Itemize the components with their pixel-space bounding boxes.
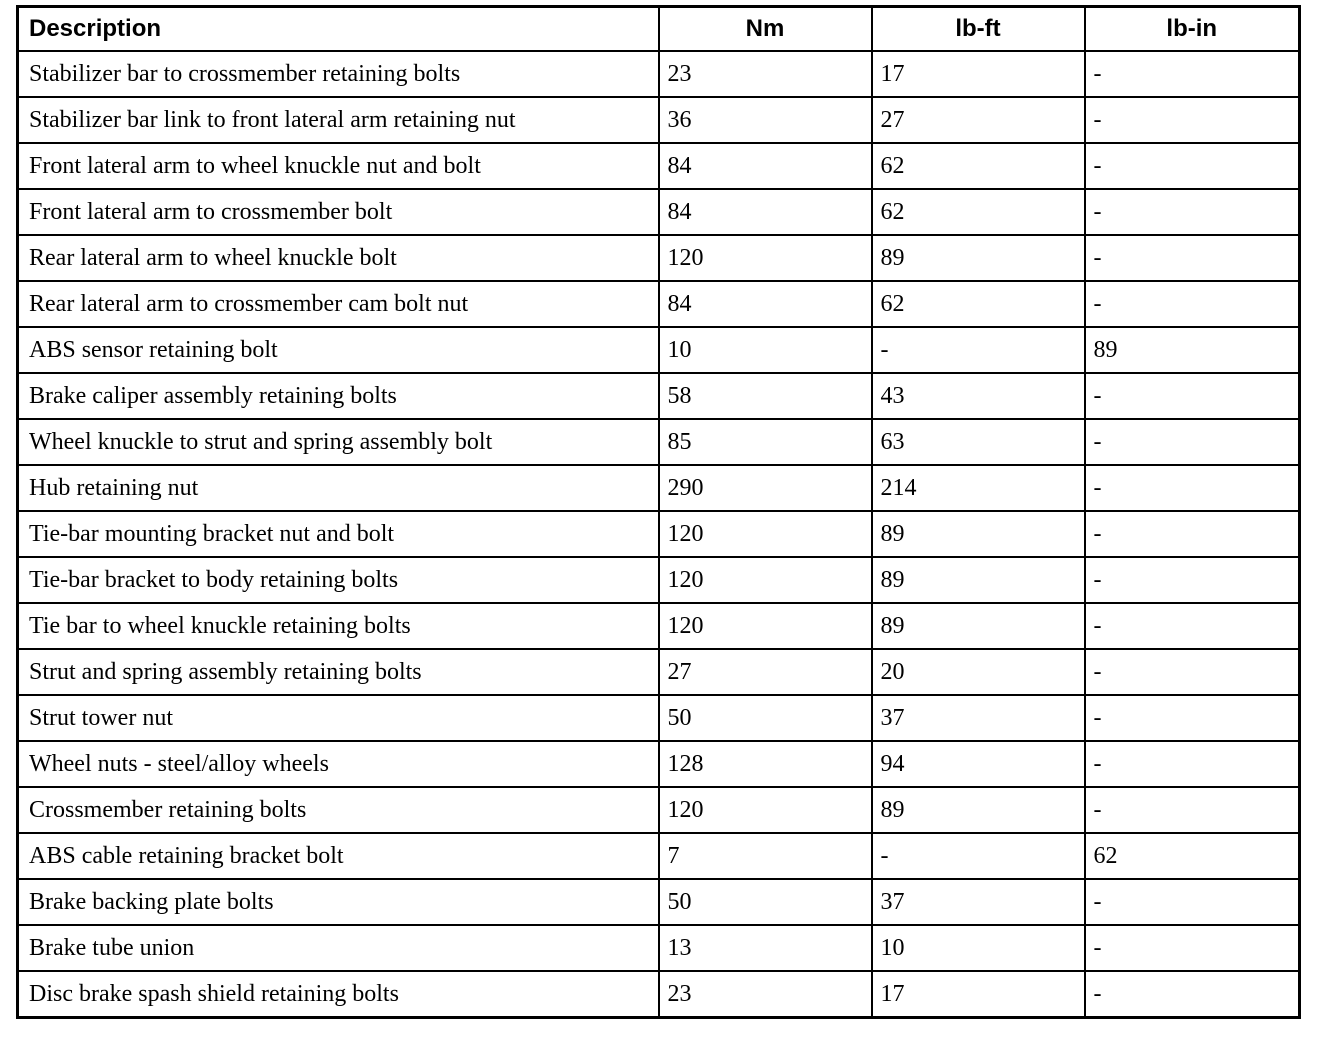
cell-description: Strut tower nut bbox=[18, 695, 659, 741]
table-row bbox=[18, 373, 1300, 419]
cell-nm: 13 bbox=[659, 925, 872, 971]
header-row bbox=[18, 7, 1300, 52]
cell-description: Hub retaining nut bbox=[18, 465, 659, 511]
table-row bbox=[18, 741, 1300, 787]
table-row bbox=[18, 511, 1300, 557]
cell-lbin: 62 bbox=[1085, 833, 1300, 879]
cell-description: Brake caliper assembly retaining bolts bbox=[18, 373, 659, 419]
table-row bbox=[18, 925, 1300, 971]
cell-lbft: 62 bbox=[872, 189, 1085, 235]
cell-lbin: - bbox=[1085, 695, 1300, 741]
cell-lbin: - bbox=[1085, 787, 1300, 833]
table-row bbox=[18, 971, 1300, 1018]
cell-nm: 58 bbox=[659, 373, 872, 419]
cell-lbin: - bbox=[1085, 879, 1300, 925]
cell-nm: 84 bbox=[659, 281, 872, 327]
cell-description: Rear lateral arm to crossmember cam bolt nut bbox=[18, 281, 659, 327]
cell-description: Wheel nuts - steel/alloy wheels bbox=[18, 741, 659, 787]
cell-lbin: - bbox=[1085, 419, 1300, 465]
cell-nm: 36 bbox=[659, 97, 872, 143]
table-row bbox=[18, 833, 1300, 879]
cell-nm: 120 bbox=[659, 603, 872, 649]
cell-lbft: 63 bbox=[872, 419, 1085, 465]
cell-description: Brake tube union bbox=[18, 925, 659, 971]
table-row bbox=[18, 787, 1300, 833]
torque-spec-table bbox=[16, 5, 1301, 1019]
cell-description: Brake backing plate bolts bbox=[18, 879, 659, 925]
table-row bbox=[18, 879, 1300, 925]
cell-description: Strut and spring assembly retaining bolts bbox=[18, 649, 659, 695]
cell-nm: 7 bbox=[659, 833, 872, 879]
cell-lbft: 89 bbox=[872, 787, 1085, 833]
table-row bbox=[18, 51, 1300, 97]
cell-lbin: - bbox=[1085, 465, 1300, 511]
column-header-description: Description bbox=[18, 7, 659, 52]
cell-nm: 50 bbox=[659, 879, 872, 925]
column-header-nm: Nm bbox=[659, 7, 872, 52]
table-row bbox=[18, 97, 1300, 143]
cell-lbft: 94 bbox=[872, 741, 1085, 787]
cell-lbin: - bbox=[1085, 649, 1300, 695]
cell-description: Tie-bar mounting bracket nut and bolt bbox=[18, 511, 659, 557]
cell-nm: 23 bbox=[659, 971, 872, 1018]
cell-description: Wheel knuckle to strut and spring assembly bolt bbox=[18, 419, 659, 465]
cell-description: ABS cable retaining bracket bolt bbox=[18, 833, 659, 879]
table-row bbox=[18, 419, 1300, 465]
cell-description: Rear lateral arm to wheel knuckle bolt bbox=[18, 235, 659, 281]
cell-nm: 84 bbox=[659, 189, 872, 235]
cell-description: Tie-bar bracket to body retaining bolts bbox=[18, 557, 659, 603]
cell-lbin: - bbox=[1085, 925, 1300, 971]
table-row bbox=[18, 695, 1300, 741]
cell-description: Crossmember retaining bolts bbox=[18, 787, 659, 833]
table-row bbox=[18, 235, 1300, 281]
cell-lbin: - bbox=[1085, 97, 1300, 143]
cell-nm: 84 bbox=[659, 143, 872, 189]
cell-lbft: 17 bbox=[872, 971, 1085, 1018]
cell-lbft: 37 bbox=[872, 695, 1085, 741]
cell-description: Front lateral arm to wheel knuckle nut and bolt bbox=[18, 143, 659, 189]
cell-lbft: 37 bbox=[872, 879, 1085, 925]
cell-lbft: 43 bbox=[872, 373, 1085, 419]
cell-lbin: - bbox=[1085, 189, 1300, 235]
cell-description: Stabilizer bar link to front lateral arm retaining nut bbox=[18, 97, 659, 143]
cell-description: Tie bar to wheel knuckle retaining bolts bbox=[18, 603, 659, 649]
cell-lbin: - bbox=[1085, 741, 1300, 787]
table-row bbox=[18, 557, 1300, 603]
table-row bbox=[18, 603, 1300, 649]
table-header bbox=[18, 7, 1300, 52]
cell-nm: 290 bbox=[659, 465, 872, 511]
cell-nm: 85 bbox=[659, 419, 872, 465]
cell-lbin: - bbox=[1085, 281, 1300, 327]
cell-lbft: - bbox=[872, 833, 1085, 879]
cell-description: ABS sensor retaining bolt bbox=[18, 327, 659, 373]
cell-lbft: 10 bbox=[872, 925, 1085, 971]
cell-lbft: 62 bbox=[872, 281, 1085, 327]
cell-nm: 120 bbox=[659, 235, 872, 281]
cell-lbin: 89 bbox=[1085, 327, 1300, 373]
cell-description: Stabilizer bar to crossmember retaining bolts bbox=[18, 51, 659, 97]
cell-lbft: 17 bbox=[872, 51, 1085, 97]
cell-nm: 120 bbox=[659, 557, 872, 603]
cell-nm: 120 bbox=[659, 511, 872, 557]
cell-lbft: 89 bbox=[872, 603, 1085, 649]
cell-lbin: - bbox=[1085, 603, 1300, 649]
table-body bbox=[18, 51, 1300, 1018]
cell-lbin: - bbox=[1085, 373, 1300, 419]
table-row bbox=[18, 649, 1300, 695]
table-row bbox=[18, 327, 1300, 373]
cell-description: Front lateral arm to crossmember bolt bbox=[18, 189, 659, 235]
cell-lbft: 89 bbox=[872, 511, 1085, 557]
table-row bbox=[18, 189, 1300, 235]
cell-lbft: 214 bbox=[872, 465, 1085, 511]
cell-nm: 128 bbox=[659, 741, 872, 787]
cell-lbin: - bbox=[1085, 511, 1300, 557]
cell-lbin: - bbox=[1085, 143, 1300, 189]
table-row bbox=[18, 143, 1300, 189]
column-header-lbin: lb-in bbox=[1085, 7, 1300, 52]
cell-nm: 27 bbox=[659, 649, 872, 695]
cell-lbin: - bbox=[1085, 235, 1300, 281]
cell-nm: 50 bbox=[659, 695, 872, 741]
cell-lbft: - bbox=[872, 327, 1085, 373]
cell-lbft: 20 bbox=[872, 649, 1085, 695]
cell-lbin: - bbox=[1085, 557, 1300, 603]
cell-nm: 23 bbox=[659, 51, 872, 97]
table-row bbox=[18, 281, 1300, 327]
cell-nm: 10 bbox=[659, 327, 872, 373]
cell-lbft: 89 bbox=[872, 235, 1085, 281]
cell-lbin: - bbox=[1085, 971, 1300, 1018]
cell-lbin: - bbox=[1085, 51, 1300, 97]
cell-lbft: 27 bbox=[872, 97, 1085, 143]
cell-lbft: 89 bbox=[872, 557, 1085, 603]
column-header-lbft: lb-ft bbox=[872, 7, 1085, 52]
cell-description: Disc brake spash shield retaining bolts bbox=[18, 971, 659, 1018]
cell-nm: 120 bbox=[659, 787, 872, 833]
cell-lbft: 62 bbox=[872, 143, 1085, 189]
table-row bbox=[18, 465, 1300, 511]
